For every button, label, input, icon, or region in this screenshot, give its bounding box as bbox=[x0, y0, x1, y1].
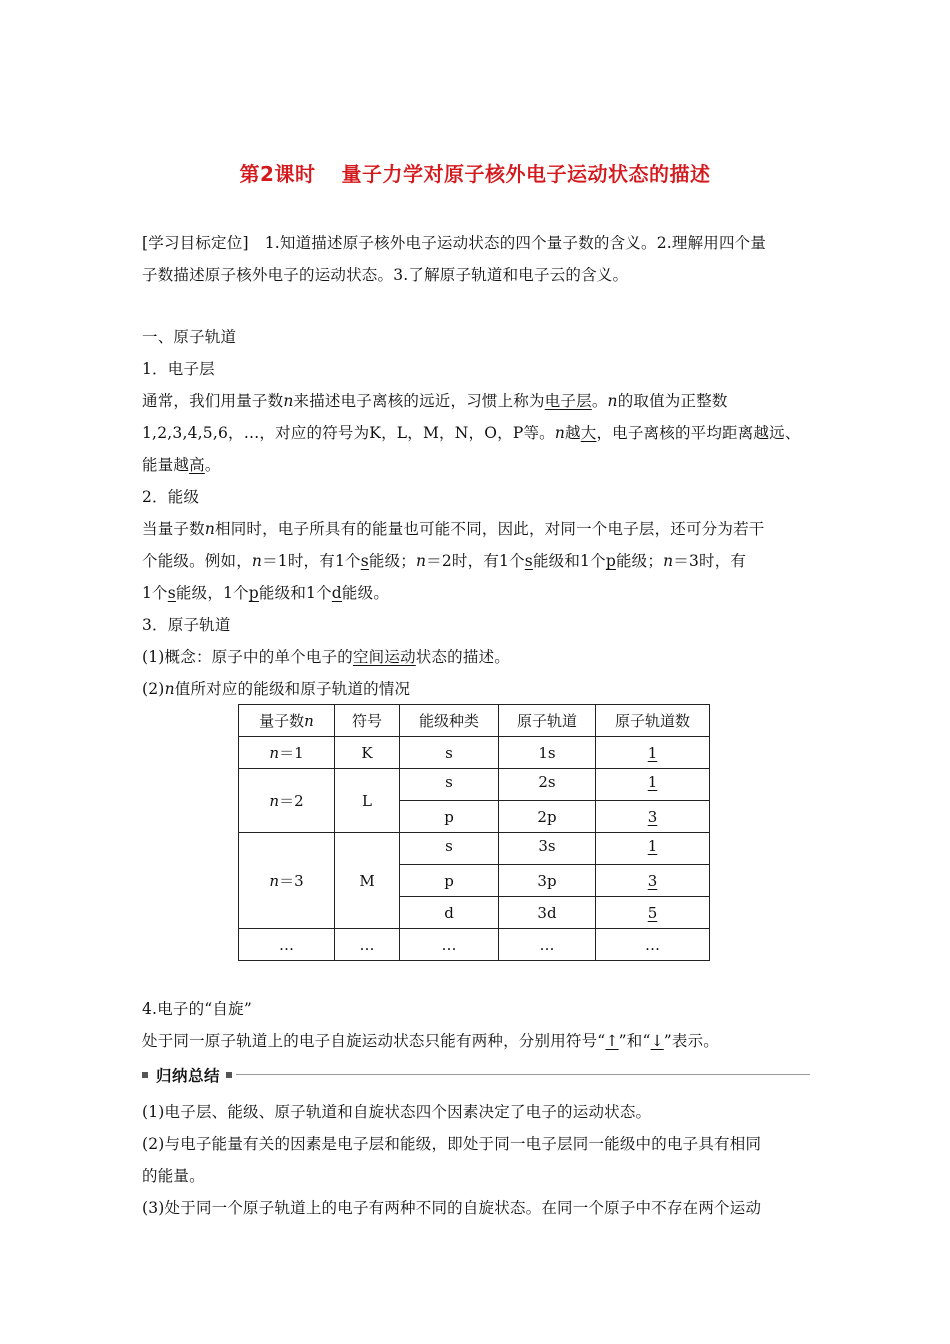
table-cell: 5 bbox=[596, 897, 710, 929]
table-row bbox=[239, 833, 710, 865]
table-row bbox=[239, 929, 710, 961]
page-title bbox=[0, 158, 950, 187]
summary-header bbox=[142, 1064, 810, 1086]
summary-label: 归纳总结 bbox=[156, 1067, 221, 1085]
header-cell: 能级种类 bbox=[400, 705, 499, 737]
lesson-topic: 量子力学对原子核外电子运动状态的描述 bbox=[341, 162, 711, 186]
table-cell: 3s bbox=[499, 833, 596, 865]
paragraph-line: (1)概念：原子中的单个电子的空间运动状态的描述。 bbox=[142, 648, 510, 666]
paragraph-line: 个能级。例如，n＝1时，有1个s能级；n＝2时，有1个s能级和1个p能级；n＝3时，有 bbox=[142, 552, 747, 570]
table-cell: … bbox=[335, 929, 400, 961]
subsection-heading-orbital: 3．原子轨道 bbox=[142, 616, 231, 634]
summary-point: (2)与电子能量有关的因素是电子层和能级，即处于同一电子层同一能级中的电子具有相同 bbox=[142, 1135, 762, 1153]
paragraph-line: 1,2,3,4,5,6，…，对应的符号为K，L，M，N，O，P等。n越大，电子离核的平均距离越远、 bbox=[142, 424, 801, 442]
summary-point: (1)电子层、能级、原子轨道和自旋状态四个因素决定了电子的运动状态。 bbox=[142, 1103, 652, 1121]
table-cell: L bbox=[335, 769, 400, 833]
table-cell: 1 bbox=[596, 769, 710, 801]
table-cell: 3p bbox=[499, 865, 596, 897]
table-cell: M bbox=[335, 833, 400, 929]
objectives-line-1: [学习目标定位] 1.知道描述原子核外电子运动状态的四个量子数的含义。2.理解用四个量 bbox=[142, 234, 767, 252]
summary-point: (3)处于同一个原子轨道上的电子有两种不同的自旋状态。在同一个原子中不存在两个运动 bbox=[142, 1199, 762, 1217]
header-cell: 原子轨道数 bbox=[596, 705, 710, 737]
section-heading: 一、原子轨道 bbox=[142, 328, 237, 346]
spin-up-symbol: ↑ bbox=[605, 1032, 619, 1050]
header-cell: 符号 bbox=[335, 705, 400, 737]
paragraph-line: 1个s能级，1个p能级和1个d能级。 bbox=[142, 584, 390, 602]
table-cell: … bbox=[239, 929, 335, 961]
subsection-heading-electron-shell: 1．电子层 bbox=[142, 360, 215, 378]
paragraph-line: 处于同一原子轨道上的电子自旋运动状态只能有两种，分别用符号“↑”和“↓”表示。 bbox=[142, 1032, 719, 1050]
blank-answer: 空间运动 bbox=[352, 648, 416, 666]
objectives-line-2: 子数描述原子核外电子的运动状态。3.了解原子轨道和电子云的含义。 bbox=[142, 266, 629, 284]
subsection-heading-spin: 4.电子的“自旋” bbox=[142, 1000, 252, 1018]
paragraph-line: (2)n值所对应的能级和原子轨道的情况 bbox=[142, 680, 411, 698]
table-cell: 3 bbox=[596, 865, 710, 897]
spin-down-symbol: ↓ bbox=[650, 1032, 664, 1050]
table-header-row bbox=[239, 705, 710, 737]
table-cell: … bbox=[400, 929, 499, 961]
table-row bbox=[239, 769, 710, 801]
table-cell: 1 bbox=[596, 737, 710, 769]
table-cell: n＝1 bbox=[239, 737, 335, 769]
blank-answer: 大 bbox=[580, 424, 597, 442]
table-cell: 2s bbox=[499, 769, 596, 801]
paragraph-line: 通常，我们用量子数n来描述电子离核的远近，习惯上称为电子层。n的取值为正整数 bbox=[142, 392, 728, 410]
table-cell: … bbox=[499, 929, 596, 961]
paragraph-line: 当量子数n相同时，电子所具有的能量也可能不同，因此，对同一个电子层，还可分为若干 bbox=[142, 520, 765, 538]
lesson-number: 第2课时 bbox=[239, 162, 316, 186]
square-bullet-icon bbox=[226, 1072, 232, 1078]
header-cell: 原子轨道 bbox=[499, 705, 596, 737]
table-cell: s bbox=[400, 737, 499, 769]
table-cell: p bbox=[400, 801, 499, 833]
orbital-table bbox=[238, 704, 710, 961]
divider bbox=[236, 1074, 810, 1075]
blank-answer: 电子层 bbox=[544, 392, 592, 410]
subsection-heading-energy-level: 2．能级 bbox=[142, 488, 200, 506]
table-cell: 3 bbox=[596, 801, 710, 833]
table-cell: K bbox=[335, 737, 400, 769]
table-cell: n＝2 bbox=[239, 769, 335, 833]
table-cell: s bbox=[400, 833, 499, 865]
table-cell: 1 bbox=[596, 833, 710, 865]
table-cell: … bbox=[596, 929, 710, 961]
table-cell: 3d bbox=[499, 897, 596, 929]
summary-point: 的能量。 bbox=[142, 1167, 205, 1185]
header-cell: 量子数n bbox=[239, 705, 335, 737]
objectives-label: [学习目标定位] bbox=[142, 234, 249, 252]
table-cell: 1s bbox=[499, 737, 596, 769]
blank-answer: 高 bbox=[189, 456, 205, 474]
table-cell: s bbox=[400, 769, 499, 801]
table-cell: p bbox=[400, 865, 499, 897]
table-cell: n＝3 bbox=[239, 833, 335, 929]
table-cell: 2p bbox=[499, 801, 596, 833]
table-row bbox=[239, 737, 710, 769]
square-bullet-icon bbox=[142, 1072, 148, 1078]
table-cell: d bbox=[400, 897, 499, 929]
paragraph-line: 能量越高。 bbox=[142, 456, 221, 474]
